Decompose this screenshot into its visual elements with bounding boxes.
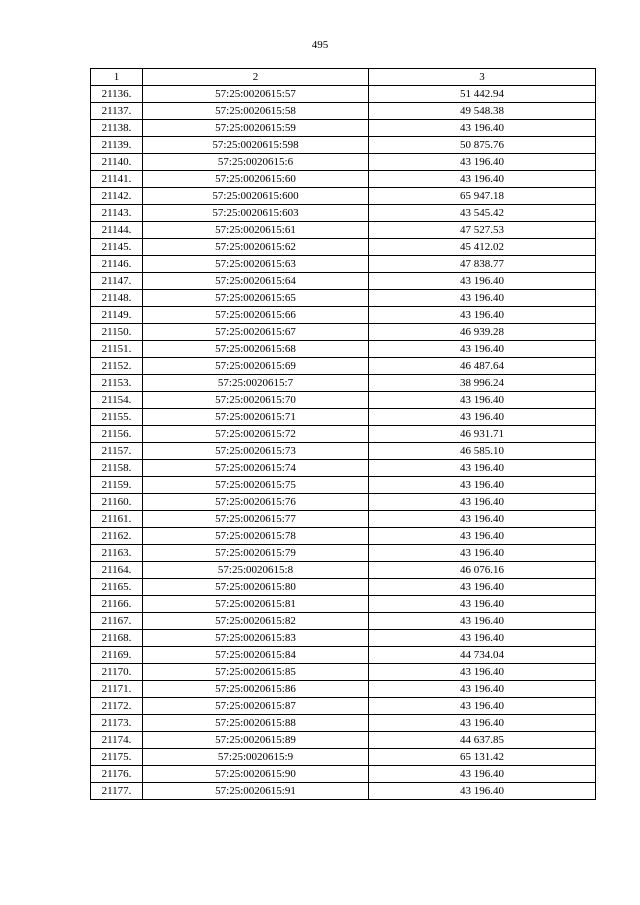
cadastral-value-table: [90, 68, 596, 800]
row-number-cell: 21155.: [91, 409, 143, 426]
table-row: [91, 273, 596, 290]
column-header-2: 2: [143, 69, 369, 86]
value-cell: 43 196.40: [369, 154, 596, 171]
value-cell: 43 196.40: [369, 494, 596, 511]
value-cell: 44 637.85: [369, 732, 596, 749]
row-number-cell: 21160.: [91, 494, 143, 511]
row-number-cell: 21139.: [91, 137, 143, 154]
table-row: [91, 188, 596, 205]
table-row: [91, 783, 596, 800]
column-header-1: 1: [91, 69, 143, 86]
value-cell: 43 196.40: [369, 341, 596, 358]
cadastral-number-cell: 57:25:0020615:68: [143, 341, 369, 358]
row-number-cell: 21137.: [91, 103, 143, 120]
cadastral-number-cell: 57:25:0020615:70: [143, 392, 369, 409]
row-number-cell: 21143.: [91, 205, 143, 222]
row-number-cell: 21165.: [91, 579, 143, 596]
table-row: [91, 205, 596, 222]
table-row: [91, 681, 596, 698]
table-row: [91, 528, 596, 545]
table-row: [91, 324, 596, 341]
table-row: [91, 562, 596, 579]
row-number-cell: 21148.: [91, 290, 143, 307]
cadastral-number-cell: 57:25:0020615:88: [143, 715, 369, 732]
row-number-cell: 21141.: [91, 171, 143, 188]
cadastral-number-cell: 57:25:0020615:69: [143, 358, 369, 375]
cadastral-number-cell: 57:25:0020615:85: [143, 664, 369, 681]
row-number-cell: 21161.: [91, 511, 143, 528]
row-number-cell: 21172.: [91, 698, 143, 715]
value-cell: 43 196.40: [369, 392, 596, 409]
table-row: [91, 307, 596, 324]
cadastral-number-cell: 57:25:0020615:77: [143, 511, 369, 528]
table-row: [91, 443, 596, 460]
table-row: [91, 698, 596, 715]
cadastral-number-cell: 57:25:0020615:74: [143, 460, 369, 477]
value-cell: 47 838.77: [369, 256, 596, 273]
value-cell: 46 585.10: [369, 443, 596, 460]
value-cell: 38 996.24: [369, 375, 596, 392]
row-number-cell: 21167.: [91, 613, 143, 630]
table-row: [91, 86, 596, 103]
value-cell: 43 196.40: [369, 273, 596, 290]
value-cell: 46 931.71: [369, 426, 596, 443]
cadastral-number-cell: 57:25:0020615:600: [143, 188, 369, 205]
cadastral-number-cell: 57:25:0020615:60: [143, 171, 369, 188]
table-row: [91, 715, 596, 732]
cadastral-number-cell: 57:25:0020615:87: [143, 698, 369, 715]
value-cell: 46 487.64: [369, 358, 596, 375]
table-row: [91, 290, 596, 307]
table-row: [91, 171, 596, 188]
table-row: [91, 409, 596, 426]
table-row: [91, 511, 596, 528]
cadastral-number-cell: 57:25:0020615:598: [143, 137, 369, 154]
table-row: [91, 613, 596, 630]
table-row: [91, 732, 596, 749]
row-number-cell: 21177.: [91, 783, 143, 800]
cadastral-number-cell: 57:25:0020615:89: [143, 732, 369, 749]
table-body: [91, 86, 596, 800]
table-row: [91, 647, 596, 664]
value-cell: 43 196.40: [369, 664, 596, 681]
table-header-row: [91, 69, 596, 86]
row-number-cell: 21166.: [91, 596, 143, 613]
value-cell: 43 196.40: [369, 307, 596, 324]
cadastral-number-cell: 57:25:0020615:86: [143, 681, 369, 698]
value-cell: 43 196.40: [369, 120, 596, 137]
cadastral-number-cell: 57:25:0020615:8: [143, 562, 369, 579]
row-number-cell: 21173.: [91, 715, 143, 732]
table-row: [91, 426, 596, 443]
row-number-cell: 21157.: [91, 443, 143, 460]
table-row: [91, 358, 596, 375]
value-cell: 43 196.40: [369, 630, 596, 647]
table-row: [91, 137, 596, 154]
table-row: [91, 375, 596, 392]
row-number-cell: 21176.: [91, 766, 143, 783]
row-number-cell: 21142.: [91, 188, 143, 205]
row-number-cell: 21163.: [91, 545, 143, 562]
value-cell: 43 196.40: [369, 511, 596, 528]
value-cell: 43 196.40: [369, 290, 596, 307]
cadastral-number-cell: 57:25:0020615:603: [143, 205, 369, 222]
value-cell: 43 196.40: [369, 460, 596, 477]
cadastral-number-cell: 57:25:0020615:82: [143, 613, 369, 630]
value-cell: 44 734.04: [369, 647, 596, 664]
value-cell: 43 196.40: [369, 171, 596, 188]
row-number-cell: 21136.: [91, 86, 143, 103]
table-row: [91, 766, 596, 783]
row-number-cell: 21170.: [91, 664, 143, 681]
row-number-cell: 21174.: [91, 732, 143, 749]
value-cell: 43 196.40: [369, 613, 596, 630]
cadastral-number-cell: 57:25:0020615:79: [143, 545, 369, 562]
row-number-cell: 21149.: [91, 307, 143, 324]
cadastral-number-cell: 57:25:0020615:83: [143, 630, 369, 647]
value-cell: 43 196.40: [369, 545, 596, 562]
value-cell: 46 939.28: [369, 324, 596, 341]
cadastral-number-cell: 57:25:0020615:80: [143, 579, 369, 596]
cadastral-number-cell: 57:25:0020615:58: [143, 103, 369, 120]
table-row: [91, 477, 596, 494]
cadastral-number-cell: 57:25:0020615:73: [143, 443, 369, 460]
row-number-cell: 21162.: [91, 528, 143, 545]
cadastral-number-cell: 57:25:0020615:62: [143, 239, 369, 256]
value-cell: 43 196.40: [369, 766, 596, 783]
table-row: [91, 749, 596, 766]
value-cell: 49 548.38: [369, 103, 596, 120]
table-row: [91, 596, 596, 613]
row-number-cell: 21168.: [91, 630, 143, 647]
value-cell: 43 196.40: [369, 681, 596, 698]
column-header-3: 3: [369, 69, 596, 86]
cadastral-number-cell: 57:25:0020615:81: [143, 596, 369, 613]
value-cell: 65 131.42: [369, 749, 596, 766]
table-row: [91, 392, 596, 409]
cadastral-number-cell: 57:25:0020615:59: [143, 120, 369, 137]
value-cell: 43 196.40: [369, 596, 596, 613]
page-number: 495: [311, 39, 329, 51]
cadastral-number-cell: 57:25:0020615:6: [143, 154, 369, 171]
cadastral-number-cell: 57:25:0020615:75: [143, 477, 369, 494]
cadastral-number-cell: 57:25:0020615:90: [143, 766, 369, 783]
row-number-cell: 21158.: [91, 460, 143, 477]
value-cell: 65 947.18: [369, 188, 596, 205]
value-cell: 43 196.40: [369, 528, 596, 545]
cadastral-number-cell: 57:25:0020615:84: [143, 647, 369, 664]
row-number-cell: 21175.: [91, 749, 143, 766]
cadastral-number-cell: 57:25:0020615:71: [143, 409, 369, 426]
value-cell: 43 545.42: [369, 205, 596, 222]
row-number-cell: 21159.: [91, 477, 143, 494]
value-cell: 51 442.94: [369, 86, 596, 103]
cadastral-number-cell: 57:25:0020615:78: [143, 528, 369, 545]
value-cell: 50 875.76: [369, 137, 596, 154]
cadastral-number-cell: 57:25:0020615:66: [143, 307, 369, 324]
cadastral-number-cell: 57:25:0020615:63: [143, 256, 369, 273]
value-cell: 43 196.40: [369, 477, 596, 494]
row-number-cell: 21140.: [91, 154, 143, 171]
value-cell: 45 412.02: [369, 239, 596, 256]
row-number-cell: 21150.: [91, 324, 143, 341]
table-row: [91, 545, 596, 562]
row-number-cell: 21146.: [91, 256, 143, 273]
row-number-cell: 21153.: [91, 375, 143, 392]
cadastral-number-cell: 57:25:0020615:57: [143, 86, 369, 103]
row-number-cell: 21169.: [91, 647, 143, 664]
table-row: [91, 579, 596, 596]
table-row: [91, 154, 596, 171]
value-cell: 43 196.40: [369, 579, 596, 596]
table-row: [91, 239, 596, 256]
value-cell: 43 196.40: [369, 409, 596, 426]
value-cell: 43 196.40: [369, 783, 596, 800]
table-row: [91, 341, 596, 358]
value-cell: 47 527.53: [369, 222, 596, 239]
value-cell: 46 076.16: [369, 562, 596, 579]
value-cell: 43 196.40: [369, 698, 596, 715]
row-number-cell: 21156.: [91, 426, 143, 443]
table-row: [91, 460, 596, 477]
row-number-cell: 21151.: [91, 341, 143, 358]
cadastral-number-cell: 57:25:0020615:9: [143, 749, 369, 766]
value-cell: 43 196.40: [369, 715, 596, 732]
table-row: [91, 222, 596, 239]
cadastral-number-cell: 57:25:0020615:76: [143, 494, 369, 511]
row-number-cell: 21147.: [91, 273, 143, 290]
row-number-cell: 21164.: [91, 562, 143, 579]
cadastral-number-cell: 57:25:0020615:65: [143, 290, 369, 307]
row-number-cell: 21154.: [91, 392, 143, 409]
table-row: [91, 664, 596, 681]
cadastral-number-cell: 57:25:0020615:7: [143, 375, 369, 392]
table-row: [91, 630, 596, 647]
table-row: [91, 494, 596, 511]
table-row: [91, 120, 596, 137]
row-number-cell: 21145.: [91, 239, 143, 256]
table-row: [91, 256, 596, 273]
row-number-cell: 21152.: [91, 358, 143, 375]
cadastral-number-cell: 57:25:0020615:72: [143, 426, 369, 443]
cadastral-number-cell: 57:25:0020615:61: [143, 222, 369, 239]
cadastral-number-cell: 57:25:0020615:91: [143, 783, 369, 800]
row-number-cell: 21144.: [91, 222, 143, 239]
row-number-cell: 21171.: [91, 681, 143, 698]
cadastral-number-cell: 57:25:0020615:64: [143, 273, 369, 290]
table-row: [91, 103, 596, 120]
cadastral-number-cell: 57:25:0020615:67: [143, 324, 369, 341]
row-number-cell: 21138.: [91, 120, 143, 137]
